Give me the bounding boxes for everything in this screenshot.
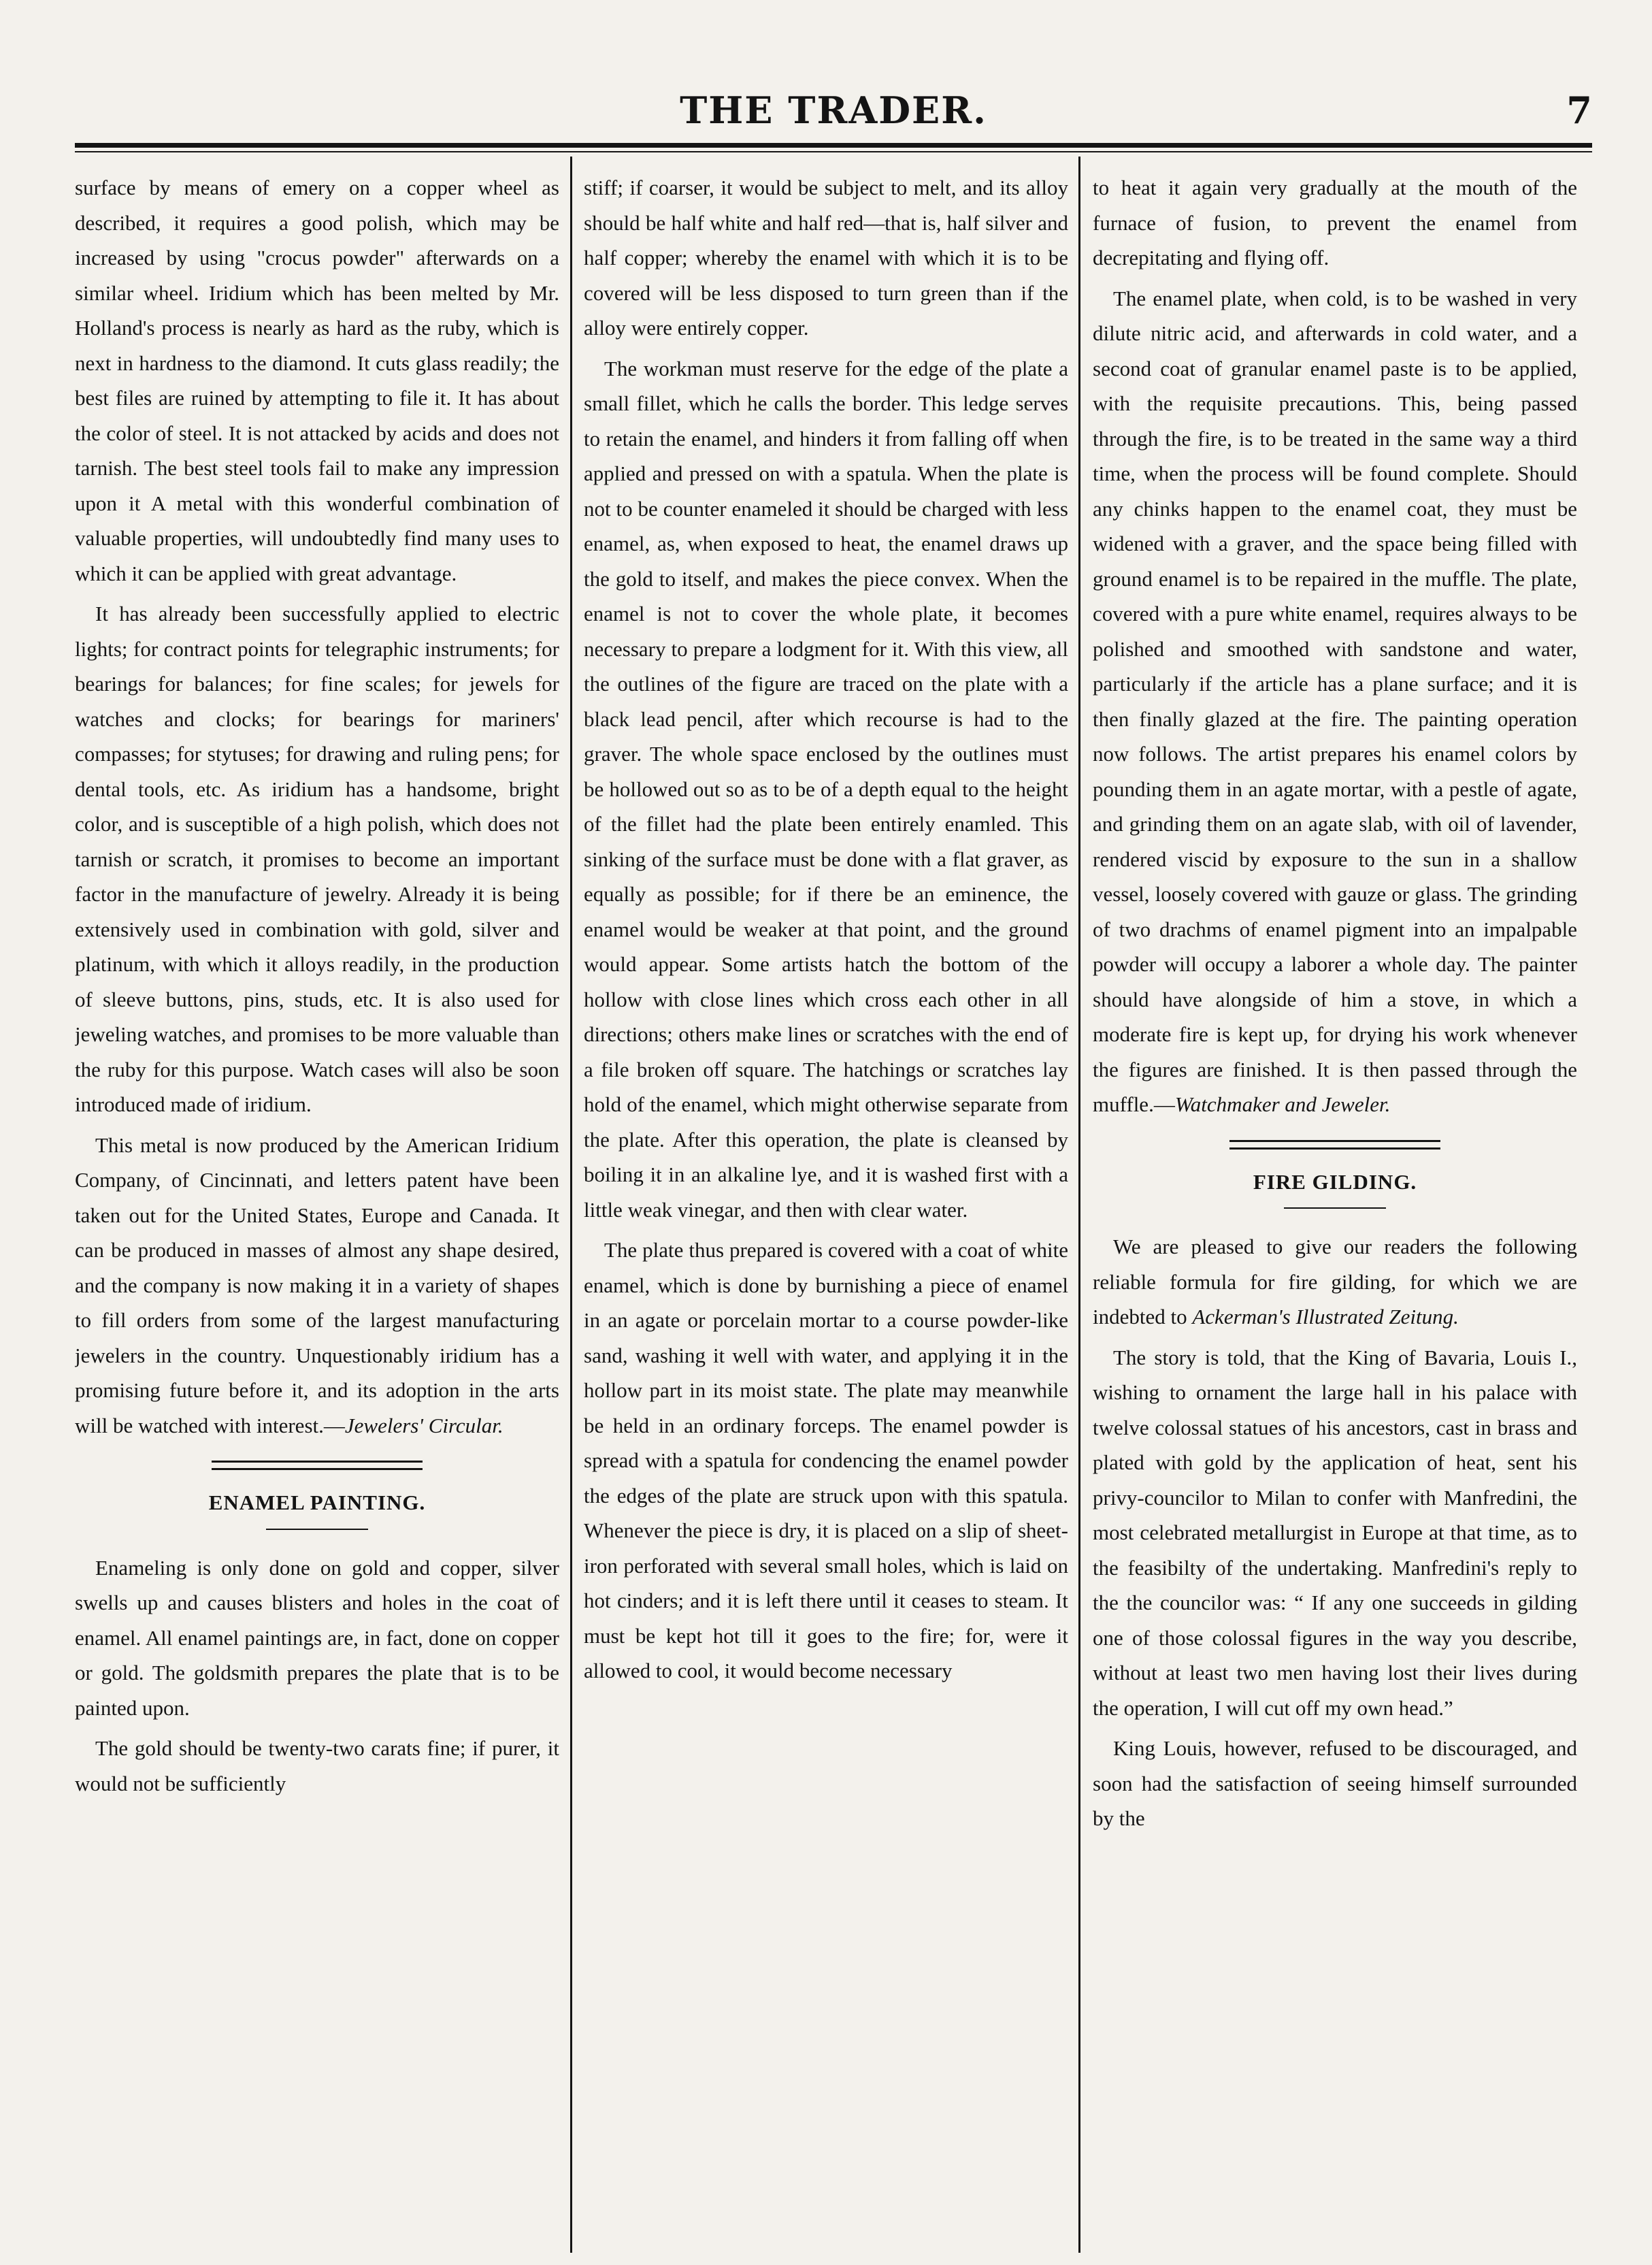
column-divider-1 [570,157,572,2253]
fire-gilding-source: Ackerman's Illustrated Zeitung. [1192,1305,1459,1329]
fire-gilding-heading-text: FIRE GILDING. [1253,1169,1417,1194]
column-3-paragraph-2 [1093,281,1577,1122]
column-2-paragraph-2: The workman must reserve for the edge of the plate a small fillet, which he calls the border. This ledge serves to retain the enamel, and hinders it from falling off when applied and pressed on with a spatula. When the plate is not to be counter enameled it should be charged with less enamel, as, when exposed to heat, the enamel draws up the gold to itself, and makes the piece convex. When the enamel is not to cover the whole plate, it becomes necessary to prepare a lodgment for it. With this view, all the outlines of the figure are traced on the plate with a black lead pencil, after which recourse is had to the graver. The whole space enclosed by the outlines must be hollowed out so as to be of a depth equal to the height of the fillet had the plate been entirely enamled. This sinking of the surface must be done with a flat graver, as equally as possible; for if there be an eminence, the enamel would be weaker at that point, and the ground would appear. Some artists hatch the bottom of the hollow with close lines which cross each other in all directions; others make lines or scratches with the end of a file broken off square. The hatchings or scratches lay hold of the enamel, which might otherwise separate from the plate. After this operation, the plate is cleansed by boiling it in an alkaline lye, and it is washed first with a little weak vinegar, and then with clear water. [584,356,1068,1222]
column-1-paragraph-1: surface by means of emery on a copper wheel as described, it requires a good polish, which may be increased by using "crocus powder" afterwards on a similar wheel. Iridium which has been melted by Mr. Holland's process is nearly as hard as the ruby, which is next in hardness to the diamond. It cuts glass readily; the best files are ruined by attempting to file it. It has about the color of steel. It is not attacked by acids and does not tarnish. The best steel tools fail to make any impression upon it A metal with this wonderful combination of valuable properties, will undoubtedly find many uses to which it can be applied with great advantage. [75,176,559,585]
column-2 [584,170,1068,2253]
column-1-paragraph-3 [75,1128,559,1444]
heading-short-rule [266,1529,368,1530]
column-1 [75,170,559,2253]
iridium-article-source: Jewelers' Circular. [344,1413,503,1437]
heading-short-rule [1284,1207,1386,1209]
column-3-paragraph-5: King Louis, however, refused to be discouraged, and soon had the satisfaction of seeing himself surrounded by the [1093,1736,1577,1830]
fire-gilding-intro-text: We are pleased to give our readers the following reliable formula for fire gilding, for which we are indebted to [1093,1235,1577,1329]
enamel-article-end-text: The enamel plate, when cold, is to be washed in very dilute nitric acid, and afterwards in cold water, and a second coat of granular enamel paste is to be applied, with the requisite precautions. This, being passed through the fire, is to be treated in the same way a third time, when the process will be found complete. Should any chinks happen to the enamel coat, they must be widened with a graver, and the space being filled with ground enamel is to be repaired in the muffle. The plate, covered with a pure white enamel, requires always to be polished and smoothed with sandstone and water, particularly if the article has a plane surface; and it is then finally glazed at the fire. The painting operation now follows. The artist prepares his enamel colors by pounding them in an agate mortar, with a pestle of agate, and grinding them on an agate slab, with oil of lavender, rendered viscid by exposure to the sun in a shallow vessel, loosely covered with gauze or glass. The grinding of two drachms of enamel pigment into an impalpable powder will occupy a laborer a whole day. The painter should have alongside of him a stove, in which a moderate fire is kept up, for drying his work whenever the figures are finished. It is then passed through the muffle.— [1093,286,1577,1116]
enamel-article-source: Watchmaker and Jeweler. [1174,1092,1391,1116]
page-number: 7 [1566,88,1592,132]
enamel-painting-heading [75,1461,559,1530]
fire-gilding-heading [1093,1140,1577,1209]
column-3 [1093,170,1577,2253]
masthead [75,88,1592,143]
iridium-article-end-text: This metal is now produced by the American Iridium Company, of Cincinnati, and letters patent have been taken out for the United States, Europe and Canada. It can be produced in masses of almost any shape desired, and the company is now making it in a variety of shapes to fill orders from some of the largest manufacturing jewelers in the country. Unquestionably iridium has a promising future before it, and its adoption in the arts will be watched with interest.— [75,1132,559,1437]
publication-title: THE TRADER. [680,88,987,132]
column-1-paragraph-2: It has already been successfully applied to electric lights; for contract points for telegraphic instruments; for bearings for balances; for fine scales; for jewels for watches and clocks; for bearings for mariners' compasses; for stytuses; for drawing and ruling pens; for dental tools, etc. As iridium has a handsome, bright color, and is susceptible of a high polish, which does not tarnish or scratch, it promises to become an important factor in the manufacture of jewelry. Already it is being extensively used in combination with gold, silver and platinum, with which it alloys readily, in the production of sleeve buttons, pins, studs, etc. It is also used for jeweling watches, and promises to be more valuable than the ruby for this purpose. Watch cases will also be soon introduced made of iridium. [75,602,559,1116]
column-3-paragraph-1: to heat it again very gradually at the mouth of the furnace of fusion, to prevent the enamel from decrepitating and flying off. [1093,176,1577,270]
column-2-paragraph-3: The plate thus prepared is covered with a coat of white enamel, which is done by burnishing a piece of enamel in an agate or porcelain mortar to a course powder-like sand, washing it well with water, and applying it in the hollow part in its moist state. The plate may meanwhile be held in an ordinary forceps. The enamel powder is spread with a spatula for condencing the enamel powder the edges of the plate are struck upon with this spatula. Whenever the piece is dry, it is placed on a slip of sheet-iron perforated with several small holes, which is laid on hot cinders; and it is left there until it ceases to steam. It must be kept hot till it goes to the fire; for, were it allowed to cool, it would become necessary [584,1238,1068,1682]
enamel-painting-heading-text: ENAMEL PAINTING. [208,1490,426,1514]
column-divider-2 [1078,157,1080,2253]
column-2-paragraph-1: stiff; if coarser, it would be subject to melt, and its alloy should be half white and half red—that is, half silver and half copper; whereby the enamel with which it is to be covered will be less disposed to turn green than if the alloy were entirely copper. [584,176,1068,340]
masthead-rule-thin [75,151,1592,152]
masthead-rule-thick [75,143,1592,148]
heading-double-rule [1229,1140,1440,1150]
column-3-paragraph-4: The story is told, that the King of Bavaria, Louis I., wishing to ornament the large hall in his palace with twelve colossal statues of his ancestors, cast in brass and plated with gold by the application of heat, sent his privy-councilor to Milan to confer with Manfredini, the most celebrated metallurgist in Europe at that time, as to the feasibilty of the undertaking. Manfredini's reply to the the councilor was: “ If any one succeeds in gilding one of those colossal figures in the way you describe, without at least two men having lost their lives during the operation, I will cut off my own head.” [1093,1345,1577,1720]
column-1-paragraph-4: Enameling is only done on gold and copper, silver swells up and causes blisters and holes in the coat of enamel. All enamel paintings are, in fact, done on copper or gold. The goldsmith prepares the plate that is to be painted upon. [75,1555,559,1720]
column-3-paragraph-3 [1093,1229,1577,1335]
column-1-paragraph-5: The gold should be twenty-two carats fine; if purer, it would not be sufficiently [75,1736,559,1795]
heading-double-rule [212,1461,423,1470]
